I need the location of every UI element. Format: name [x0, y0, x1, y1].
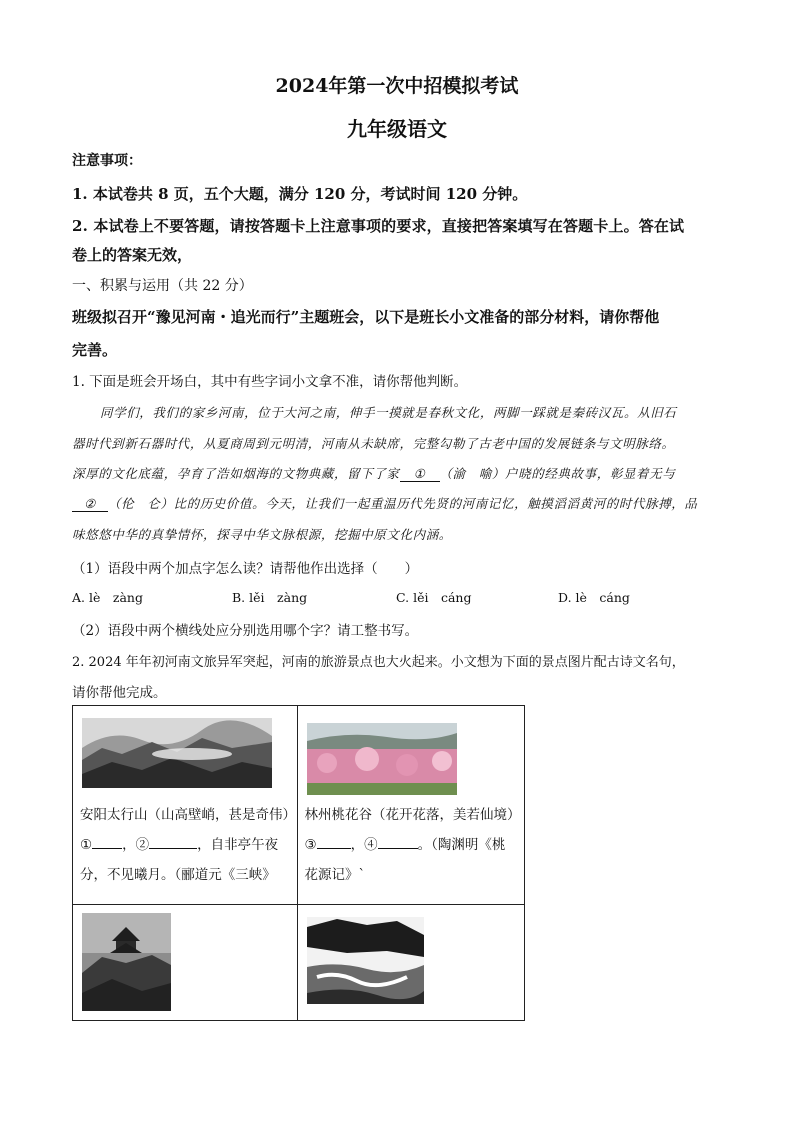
- q1-passage-line4-text: （伦 仑）比的历史价值。今天，让我们一起重温历代先贤的河南记忆，触摸滔滔黄河的时代脉搏，品: [108, 496, 698, 511]
- taohua-line1: 林州桃花谷（花开花落，美若仙境）: [304, 807, 521, 823]
- q1-stem: 1. 下面是班会开场白，其中有些字词小文拿不准，请你帮他判断。: [72, 374, 468, 390]
- blank-1: ①: [400, 466, 440, 482]
- q1-passage-line1: 同学们，我们的家乡河南，位于大河之南，伸手一摸就是春秋文化，两脚一踩就是秦砖汉瓦。从旧石: [100, 405, 677, 420]
- tower-image: [82, 913, 171, 1011]
- q1-passage-line3: [72, 464, 675, 482]
- scenic-table: [72, 705, 525, 1021]
- section1-intro-line2: 完善。: [72, 341, 118, 359]
- q2-stem-line1: 2. 2024 年年初河南文旅异军突起，河南的旅游景点也大火起来。小文想为下面的景点图片配古诗文名句，: [72, 655, 685, 670]
- cell-taihang: [73, 706, 298, 905]
- notes-heading: 注意事项：: [72, 153, 142, 169]
- q1-sub1: （1）语段中两个加点字怎么读？请帮他作出选择（ ）: [72, 561, 419, 577]
- taihang-blank1-mark: ①: [80, 837, 93, 853]
- blank-1-hint: （渝 喻）户晓的经典故事，彰显着无与: [439, 466, 676, 481]
- notes-item-1: 1. 本试卷共 8 页，五个大题，满分 120 分，考试时间 120 分钟。: [72, 185, 528, 203]
- q1-passage-line5: 味悠悠中华的真挚情怀，探寻中华文脉根源，挖掘中原文化内涵。: [72, 527, 452, 542]
- taihang-mountain-image: [82, 718, 272, 788]
- taohua-blank4-mark: ，④: [350, 837, 378, 853]
- taihang-blank-1: [92, 848, 122, 849]
- cell-tower: [73, 905, 298, 1021]
- q1-passage-line3-text: 深厚的文化底蕴，孕育了浩如烟海的文物典藏，留下了家: [72, 466, 400, 481]
- taohua-blank3-mark: ③: [304, 837, 317, 853]
- section1-heading: 一、积累与运用（共 22 分）: [72, 278, 253, 294]
- cell-taihang-text: [80, 800, 296, 890]
- taihang-line3: 分，不见曦月。（郦道元《三峡》: [80, 867, 276, 883]
- peach-valley-image: [307, 723, 457, 795]
- taohua-line3: 花源记》`: [304, 867, 366, 883]
- q2-stem-line2: 请你帮他完成。: [72, 685, 167, 701]
- blank-2: ②: [72, 496, 108, 512]
- q1-sub2: （2）语段中两个横线处应分别选用哪个字？请工整书写。: [72, 623, 419, 639]
- waterfall-image: [307, 917, 424, 1004]
- section1-intro-line1: 班级拟召开“豫见河南・追光而行”主题班会，以下是班长小文准备的部分材料，请你帮他: [72, 308, 660, 326]
- taihang-blank2-mark: ，②: [122, 837, 150, 853]
- taihang-line2: [80, 830, 296, 860]
- q1-passage-line4: [72, 494, 698, 512]
- taihang-line2-rest: ，自非亭午夜: [197, 837, 279, 853]
- exam-subtitle: 九年级语文: [347, 117, 447, 141]
- q1-passage-line2: 器时代到新石器时代，从夏商周到元明清，河南从未缺席，完整勾勒了古老中国的发展链条与文明脉络。: [72, 436, 675, 451]
- exam-title: 2024年第一次中招模拟考试: [275, 75, 519, 97]
- taohua-line2: [305, 830, 525, 860]
- cell-waterfall: [297, 905, 525, 1021]
- taihang-line1: 安阳太行山（山高壁峭，甚是奇伟）: [80, 807, 296, 823]
- notes-item-2-line1: 2. 本试卷上不要答题，请按答题卡上注意事项的要求，直接把答案填写在答题卡上。答在试: [72, 217, 685, 235]
- cell-taohua: [297, 706, 525, 905]
- taohua-line2-rest: 。（陶渊明《桃: [417, 837, 506, 853]
- cell-taohua-text: [305, 800, 525, 890]
- q1-option-b: B. lěi zàng: [232, 590, 308, 605]
- q1-option-d: D. lè cáng: [558, 590, 630, 605]
- taohua-blank-3: [317, 848, 351, 849]
- q1-option-c: C. lěi cáng: [396, 590, 472, 605]
- taohua-blank-4: [378, 848, 418, 849]
- q1-option-a: A. lè zàng: [72, 590, 143, 605]
- taihang-blank-2: [149, 848, 197, 849]
- notes-item-2-line2: 卷上的答案无效，: [72, 246, 193, 264]
